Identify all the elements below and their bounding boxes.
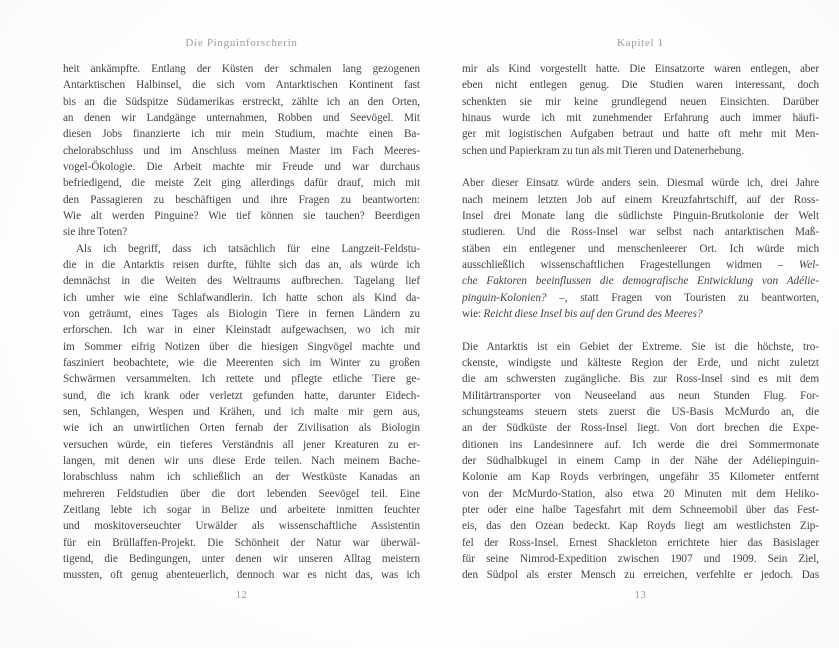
text-line: wie: Reicht diese Insel bis auf den Grund des Meeres? <box>462 307 703 320</box>
text-line: ditionen ins Landesinnere auf. Ich werde die drei Sommermonate <box>462 438 819 451</box>
text-line: der Südhalbkugel in einem Camp in der Nähe der Adéliepinguin- <box>462 454 819 467</box>
text-line: eis, das den Ozean bedeckt. Kap Royds liegt am westlichsten Zip- <box>462 520 819 533</box>
text-line: Aber dieser Einsatz würde anders sein. Diesmal würde ich, drei Jahre <box>462 177 819 190</box>
text-line: pinguin-Kolonien? –, statt Fragen von Touristen zu beantworten, <box>462 291 819 304</box>
running-head-left: Die Pinguinforscherin <box>185 37 298 49</box>
text-line: sund, die ich krank oder verletzt gefunden hatte, darunter Eidech- <box>63 389 420 402</box>
text-line: mussten, oft genug abenteuerlich, dennoch war es nicht das, was ich <box>63 569 420 582</box>
text-line: fel der Ross-Insel. Ernest Shackleton errichtete hier das Basislager <box>462 536 819 549</box>
text-line: Als ich begriff, dass ich tatsächlich für eine Langzeit-Feldstu- <box>76 242 420 255</box>
text-line: che Faktoren beeinflussen die demografische Entwicklung von Adélie- <box>462 275 819 288</box>
text-line: Kolonie am Kap Royds verbringen, ungefähr 35 Kilometer entfernt <box>462 471 819 484</box>
text-line: hinaus wurde ich mit zunehmender Erfahrung auch immer häufi- <box>462 111 819 124</box>
page-left-text <box>63 61 420 584</box>
text-line: schenkten sie mir keine grundlegend neuen Einsichten. Darüber <box>462 95 819 108</box>
text-line: im Sommer eifrig Notizen über die hiesigen Singvögel machte und <box>63 340 420 353</box>
text-line: den Passagieren zu beschäftigen und ihre Fragen zu beantworten: <box>63 193 420 206</box>
text-line: sie ihre Toten? <box>63 226 128 239</box>
text-line: eben nicht entlegen genug. Die Studien waren interessant, doch <box>462 79 819 92</box>
text-line: schungsteams steuern stets zuerst die US-Basis McMurdo an, die <box>462 405 819 418</box>
text-line: versuchen würde, ein tieferes Verständnis all jener Kreaturen zu er- <box>63 438 420 451</box>
text-line: studieren. Und die Ross-Insel war selbst nach antarktischen Maß- <box>462 226 819 239</box>
text-line: chelorabschluss und im Anschluss meinen Master im Fach Meeres- <box>63 144 420 157</box>
page-right <box>462 0 819 648</box>
text-line: von der McMurdo-Station, also etwa 20 Minuten mit dem Heliko- <box>462 487 819 500</box>
text-line: die am schwersten zugängliche. Bis zur Ross-Insel sind es mit dem <box>462 373 819 386</box>
text-line: demnächst in die Weiten des Weltraums aufbrechen. Tagelang lief <box>63 275 420 288</box>
text-line: tigend, die Bedingungen, unter denen wir unseren Alltag meistern <box>63 552 420 565</box>
text-line: lorabschluss nahm ich schließlich an der Westküste Kanadas an <box>63 471 420 484</box>
text-line: für seine Nimrod-Expedition zwischen 1907 und 1909. Sein Ziel, <box>462 552 819 565</box>
running-head-right: Kapitel 1 <box>617 37 664 49</box>
blank-line <box>462 159 819 175</box>
text-line: bis an die Südspitze Südamerikas erstreckt, zählte ich an den Orten, <box>63 95 420 108</box>
text-line: langen, mit denen wir uns diese Erde teilen. Nach meinem Bache- <box>63 454 420 467</box>
text-line: erforschen. Ich war in einer Kleinstadt aufgewachsen, wo ich mir <box>63 324 420 337</box>
blank-line <box>462 322 819 338</box>
text-line: Antarktischen Halbinsel, die sich vom Antarktischen Kontinent fast <box>63 79 420 92</box>
text-line: fasziniert beobachtete, wie die Meerenten sich im Winter zu großen <box>63 356 420 369</box>
text-line: ckenste, windigste und kälteste Region der Erde, und nicht zuletzt <box>462 356 819 369</box>
text-line: pter oder eine halbe Tagesfahrt mit dem Schneemobil über das Fest- <box>462 503 819 516</box>
page-right-text <box>462 61 819 584</box>
text-line: ger mit logistischen Aufgaben betraut und hatte oft mehr mit Men- <box>462 128 819 141</box>
text-line: an der Südküste der Ross-Insel liegt. Von dort brechen die Expe- <box>462 422 819 435</box>
text-line: die in die Antarktis reisen durfte, fühlte sich das an, als würde ich <box>63 258 420 271</box>
text-line: Schwärmen versammelten. Ich rettete und pflegte etliche Tiere ge- <box>63 373 420 386</box>
text-line: Zeitlang lebte ich sogar in Belize und arbeitete inmitten feuchter <box>63 503 420 516</box>
text-line: stäben ein entlegener und menschenleerer Ort. Ich würde mich <box>462 242 819 255</box>
page-left <box>63 0 420 648</box>
text-line: und moskitoverseuchter Urwälder als wissenschaftliche Assistentin <box>63 520 420 533</box>
text-line: diesen Jobs finanzierte ich mir mein Studium, machte einen Ba- <box>63 128 420 141</box>
text-line: Wie alt werden Pinguine? Wie tief können sie tauchen? Beerdigen <box>63 209 420 222</box>
text-line: sen, Schlangen, Wespen und Krähen, und ich malte mir gern aus, <box>63 405 420 418</box>
text-line: wie ich an unwirtlichen Orten fernab der Zivilisation als Biologin <box>63 422 420 435</box>
text-line: Insel drei Monate lang die südlichste Pinguin-Brutkolonie der Welt <box>462 209 819 222</box>
page-number-right: 13 <box>634 590 647 601</box>
text-line: ich umher wie eine Schlafwandlerin. Ich hatte schon als Kind da- <box>63 291 420 304</box>
text-line: für ein Brüllaffen-Projekt. Die Schönheit der Natur war überwäl- <box>63 536 420 549</box>
text-line: den Südpol als erster Mensch zu erreichen, verfehlte er jedoch. Das <box>462 569 819 582</box>
text-line: Militärtransporter von Neuseeland aus neun Stunden Flug. For- <box>462 389 819 402</box>
text-line: mehreren Feldstudien über die dort lebenden Seevögel teil. Eine <box>63 487 420 500</box>
text-line: nach meinem letzten Job auf einem Kreuzfahrtschiff, auf der Ross- <box>462 193 819 206</box>
text-line: von geträumt, eines Tages als Biologin Tiere in fernen Ländern zu <box>63 307 420 320</box>
text-line: ausschließlich wissenschaftlichen Fragestellungen widmen – Wel- <box>462 258 819 271</box>
text-line: heit ankämpfte. Entlang der Küsten der schmalen lang gezogenen <box>63 63 420 75</box>
text-line: schen und Papierkram zu tun als mit Tieren und Datenerhebung. <box>462 144 744 157</box>
text-line: mir als Kind vorgestellt hatte. Die Einsatzorte waren entlegen, aber <box>462 63 819 75</box>
page-number-left: 12 <box>235 590 248 601</box>
text-line: befriedigend, die meiste Zeit ging allerdings dafür drauf, mich mit <box>63 177 420 190</box>
text-line: Die Antarktis ist ein Gebiet der Extreme. Sie ist die höchste, tro- <box>462 340 819 353</box>
text-line: vogel-Ökologie. Die Arbeit machte mir Freude und war durchaus <box>63 160 420 173</box>
text-line: an denen wir Landgänge unternahmen, Robben und Seevögel. Mit <box>63 111 420 124</box>
